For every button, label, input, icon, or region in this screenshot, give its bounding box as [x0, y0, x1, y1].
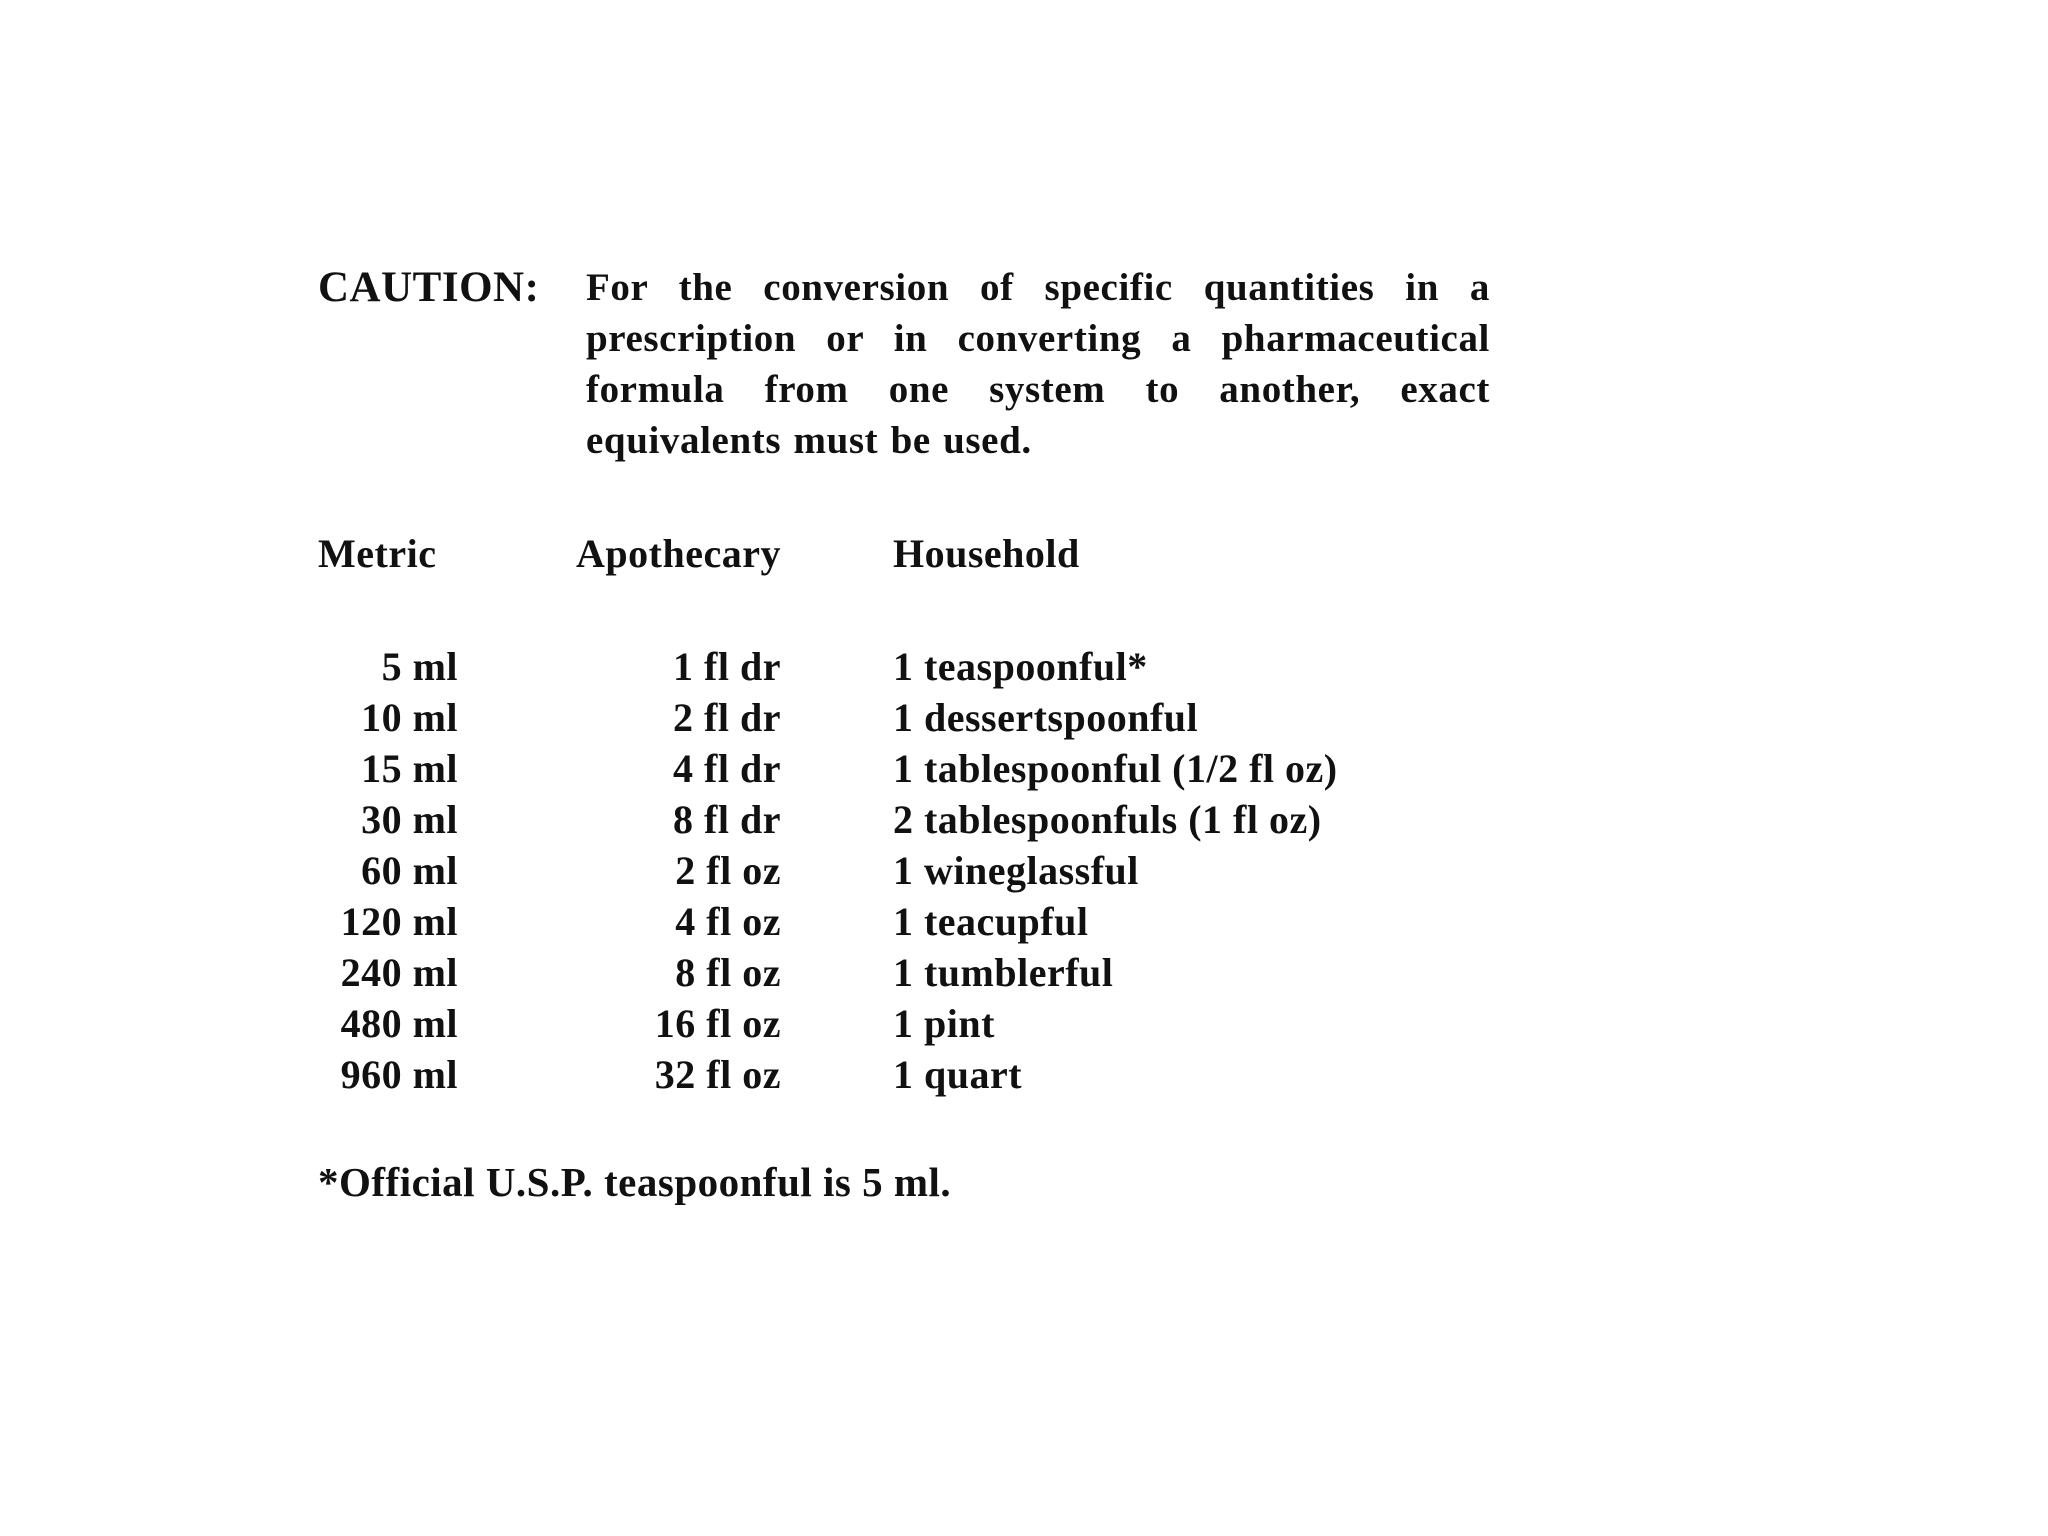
table-row	[318, 845, 1338, 896]
table-header-row	[318, 530, 1338, 590]
metric-cell: 30 ml	[361, 797, 458, 842]
apothecary-cell: 8 fl oz	[675, 950, 781, 995]
caution-label: CAUTION:	[318, 264, 540, 311]
household-cell: 1 teaspoonful*	[892, 644, 1148, 689]
header-metric: Metric	[318, 531, 437, 576]
metric-cell: 120 ml	[340, 899, 458, 944]
table-row	[318, 896, 1338, 947]
apothecary-cell: 4 fl dr	[673, 746, 781, 791]
apothecary-cell: 8 fl dr	[673, 797, 781, 842]
metric-cell: 240 ml	[340, 950, 458, 995]
household-cell: 1 tablespoonful (1/2 fl oz)	[892, 746, 1338, 791]
table-row	[318, 692, 1338, 743]
household-cell: 2 tablespoonfuls (1 fl oz)	[892, 797, 1322, 842]
caution-block	[318, 262, 1498, 466]
table-row	[318, 794, 1338, 845]
apothecary-cell: 2 fl oz	[675, 848, 781, 893]
table-row	[318, 641, 1338, 692]
header-apothecary: Apothecary	[576, 531, 781, 576]
caution-line: equivalents must be used.	[586, 419, 1032, 462]
table-row	[318, 947, 1338, 998]
footnote: *Official U.S.P. teaspoonful is 5 ml.	[318, 1159, 952, 1205]
metric-cell: 960 ml	[340, 1052, 458, 1097]
metric-cell: 10 ml	[361, 695, 458, 740]
table-row	[318, 1049, 1338, 1100]
caution-line: formula from one system to another, exact	[586, 368, 1490, 411]
apothecary-cell: 1 fl dr	[673, 644, 781, 689]
household-cell: 1 quart	[892, 1052, 1023, 1097]
metric-cell: 5 ml	[381, 644, 458, 689]
household-cell: 1 dessertspoonful	[892, 695, 1199, 740]
apothecary-cell: 32 fl oz	[654, 1052, 781, 1097]
header-household: Household	[892, 531, 1080, 576]
caution-text	[586, 262, 1490, 466]
metric-cell: 480 ml	[340, 1001, 458, 1046]
metric-cell: 60 ml	[361, 848, 458, 893]
conversion-table	[318, 530, 1338, 1100]
apothecary-cell: 16 fl oz	[654, 1001, 781, 1046]
household-cell: 1 teacupful	[892, 899, 1089, 944]
metric-cell: 15 ml	[361, 746, 458, 791]
household-cell: 1 pint	[892, 1001, 995, 1046]
table-row	[318, 743, 1338, 794]
household-cell: 1 wineglassful	[892, 848, 1139, 893]
table-row	[318, 998, 1338, 1049]
apothecary-cell: 4 fl oz	[675, 899, 781, 944]
caution-line: For the conversion of specific quantities in a	[586, 266, 1490, 309]
apothecary-cell: 2 fl dr	[673, 695, 781, 740]
caution-line: prescription or in converting a pharmaceutical	[586, 317, 1490, 360]
household-cell: 1 tumblerful	[892, 950, 1114, 995]
